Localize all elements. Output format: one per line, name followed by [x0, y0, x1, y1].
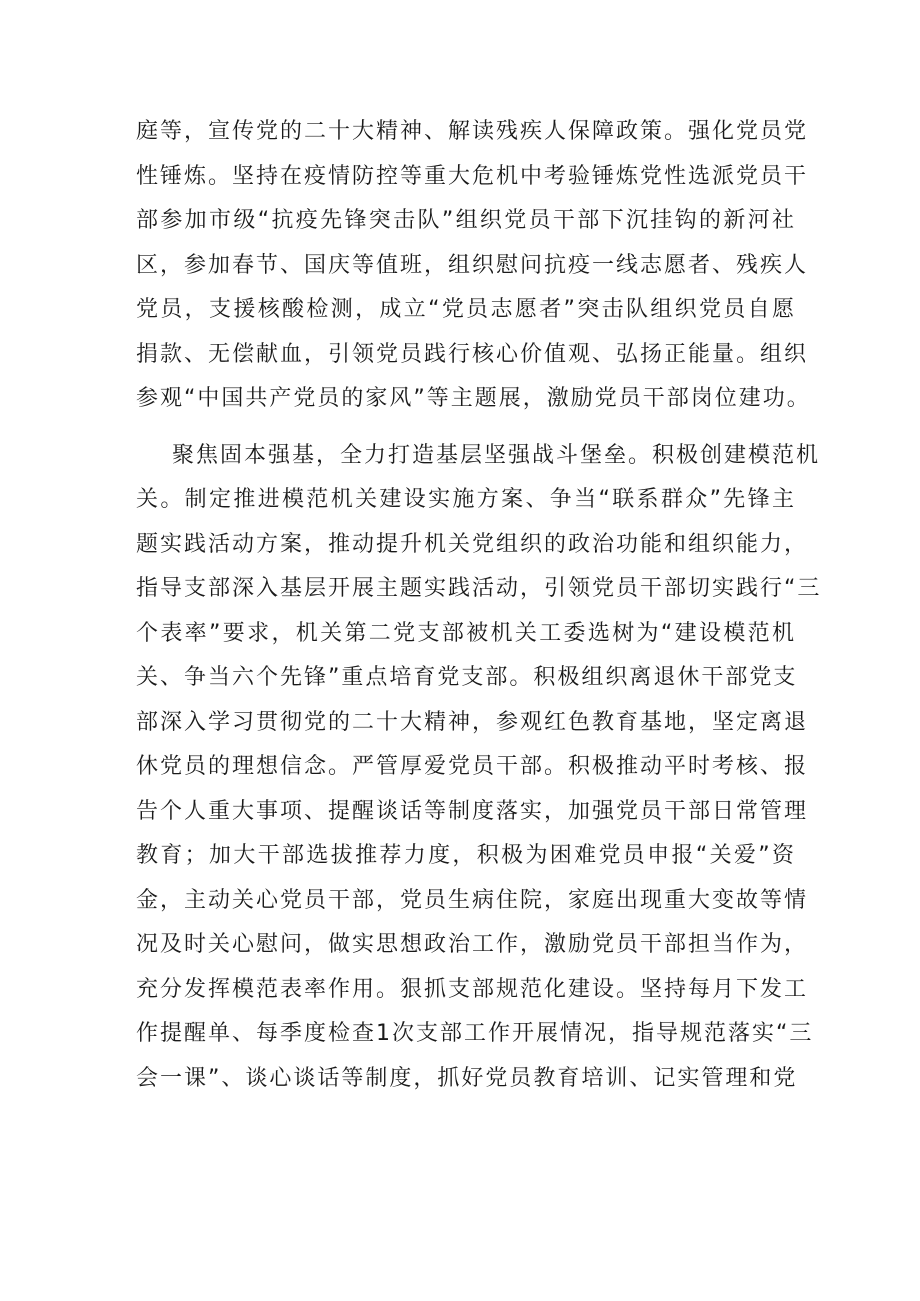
- paragraph-grassroots-building: [136, 434, 822, 1102]
- text-line: 性锤炼。坚持在疫情防控等重大危机中考验锤炼党性选派党员干: [136, 163, 809, 189]
- document-page: [136, 110, 822, 1101]
- text-line: 指导支部深入基层开展主题实践活动，引领党员干部切实践行“三: [136, 576, 822, 601]
- text-line: 充分发挥模范表率作用。狠抓支部规范化建设。坚持每月下发工: [136, 976, 809, 1002]
- text-line: 区，参加春节、国庆等值班，组织慰问抗疫一线志愿者、残疾人: [136, 252, 809, 278]
- paragraph-party-training: [136, 110, 811, 422]
- text-line: 个表率”要求，机关第二党支部被机关工委选树为“建设模范机: [136, 620, 796, 646]
- text-line: 聚焦固本强基，全力打造基层坚强战斗堡垒。积极创建模范机: [172, 442, 821, 468]
- text-line: 部参加市级“抗疫先锋突击队”组织党员干部下沉挂钩的新河社: [136, 208, 796, 233]
- text-line: 金，主动关心党员干部，党员生病住院，家庭出现重大变故等情: [136, 887, 809, 913]
- text-line: 况及时关心慰问，做实思想政治工作，激励党员干部担当作为，: [136, 932, 809, 957]
- text-line: 部深入学习贯彻党的二十大精神，参观红色教育基地，坚定离退: [136, 709, 809, 735]
- text-line: 教育；加大干部选拔推荐力度，积极为困难党员申报“关爱”资: [136, 843, 796, 868]
- text-line: 作提醒单、每季度检查1次支部工作开展情况，指导规范落实“三: [136, 1021, 814, 1046]
- text-line: 告个人重大事项、提醒谈话等制度落实，加强党员干部日常管理: [136, 798, 809, 824]
- text-line: 关、争当六个先锋”重点培育党支部。积极组织离退休干部党支: [136, 665, 798, 690]
- text-line: 庭等，宣传党的二十大精神、解读残疾人保障政策。强化党员党: [136, 119, 809, 144]
- text-line: 题实践活动方案，推动提升机关党组织的政治功能和组织能力，: [136, 531, 809, 557]
- text-line: 会一课”、谈心谈话等制度，抓好党员教育培训、记实管理和党: [136, 1065, 798, 1091]
- text-line: 捐款、无偿献血，引领党员践行核心价值观、弘扬正能量。组织: [136, 341, 809, 367]
- text-line: 休党员的理想信念。严管厚爱党员干部。积极推动平时考核、报: [136, 754, 809, 779]
- text-line: 关。制定推进模范机关建设实施方案、争当“联系群众”先锋主: [136, 487, 796, 512]
- text-line: 党员，支援核酸检测，成立“党员志愿者”突击队组织党员自愿: [136, 297, 796, 322]
- text-line: 参观“中国共产党员的家风”等主题展，激励党员干部岗位建功。: [136, 386, 811, 411]
- paragraph-spacer: [136, 422, 796, 434]
